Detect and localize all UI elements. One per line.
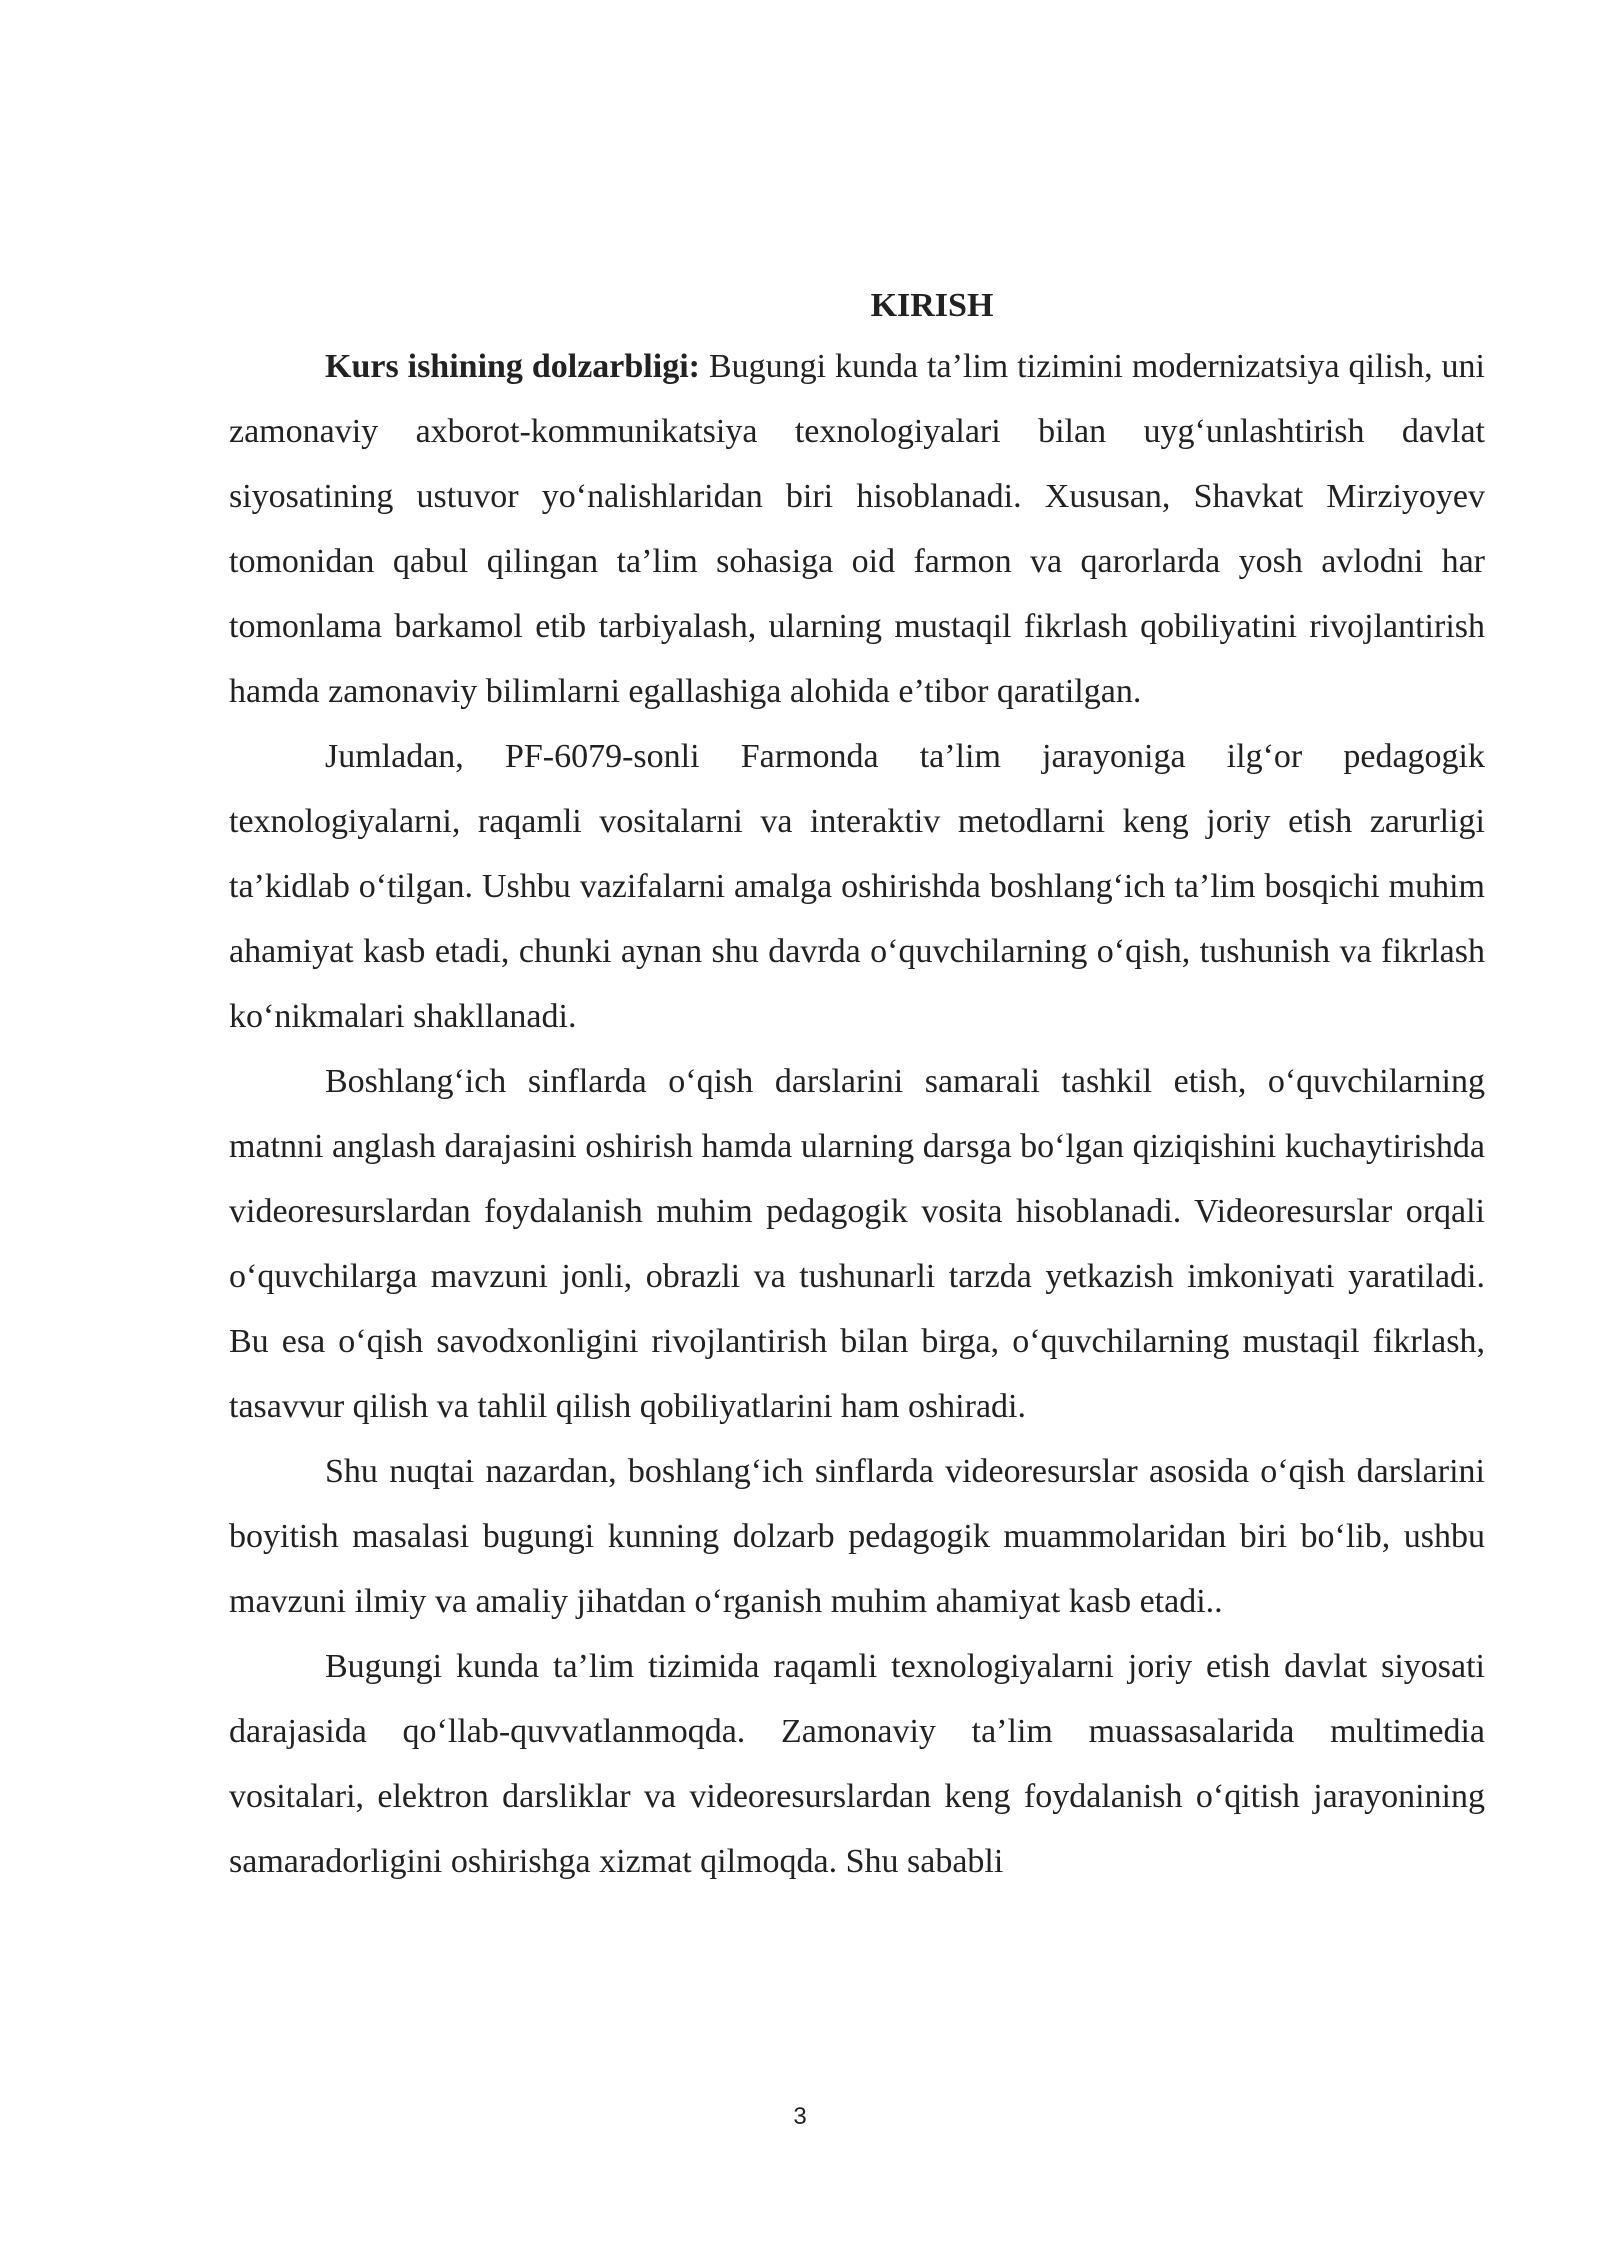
page-number: 3 — [793, 2103, 807, 2130]
paragraph-text: Bugungi kunda ta’lim tizimini modernizatsiya qilish, uni zamonaviy axborot-kommunikatsiya texnologiyalari bilan uyg‘unlashtirish davlat siyosatining ustuvor yo‘nalishlaridan biri hisoblanadi. Xususan, Shavkat Mirziyoyev tomonidan qabul qilingan ta’lim sohasiga oid farmon va qarorlarda yosh avlodni har tomonlama barkamol etib tarbiyalash, ularning mustaqil fikrlash qobiliyatini rivojlantirish hamda zamonaviy bilimlarni egallashiga alohida e’tibor qaratilgan. — [229, 348, 1485, 710]
paragraph-digital-technologies: Bugungi kunda ta’lim tizimida raqamli texnologiyalarni joriy etish davlat siyosati darajasida qo‘llab-quvvatlanmoqda. Zamonaviy ta’lim muassasalarida multimedia vositalari, elektron darsliklar va videoresurslardan keng foydalanish o‘qitish jarayonining samaradorligini oshirishga xizmat qilmoqda. Shu sababli — [229, 1648, 1485, 1880]
section-heading: KIRISH — [870, 287, 994, 324]
paragraph-lead: Kurs ishining dolzarbligi: — [325, 348, 700, 385]
paragraph-viewpoint: Shu nuqtai nazardan, boshlang‘ich sinflarda videoresurslar asosida o‘qish darslarini boyitish masalasi bugungi kunning dolzarb pedagogik muammolaridan biri bo‘lib, ushbu mavzuni ilmiy va amaliy jihatdan o‘rganish muhim ahamiyat kasb etadi.. — [229, 1453, 1485, 1620]
page-content — [229, 278, 1485, 1894]
paragraph-decree: Jumladan, PF-6079-sonli Farmonda ta’lim jarayoniga ilg‘or pedagogik texnologiyalarni, raqamli vositalarni va interaktiv metodlarni keng joriy etish zarurligi ta’kidlab o‘tilgan. Ushbu vazifalarni amalga oshirishda boshlang‘ich ta’lim bosqichi muhim ahamiyat kasb etadi, chunki aynan shu davrda o‘quvchilarning o‘qish, tushunish va fikrlash ko‘nikmalari shakllanadi. — [229, 738, 1485, 1035]
paragraph-reading-lessons: Boshlang‘ich sinflarda o‘qish darslarini samarali tashkil etish, o‘quvchilarning matnni anglash darajasini oshirish hamda ularning darsga bo‘lgan qiziqishini kuchaytirishda videoresurslardan foydalanish muhim pedagogik vosita hisoblanadi. Videoresurslar orqali o‘quvchilarga mavzuni jonli, obrazli va tushunarli tarzda yetkazish imkoniyati yaratiladi. Bu esa o‘qish savodxonligini rivojlantirish bilan birga, o‘quvchilarning mustaqil fikrlash, tasavvur qilish va tahlil qilish qobiliyatlarini ham oshiradi. — [229, 1063, 1485, 1425]
paragraph-relevance — [229, 334, 1485, 724]
